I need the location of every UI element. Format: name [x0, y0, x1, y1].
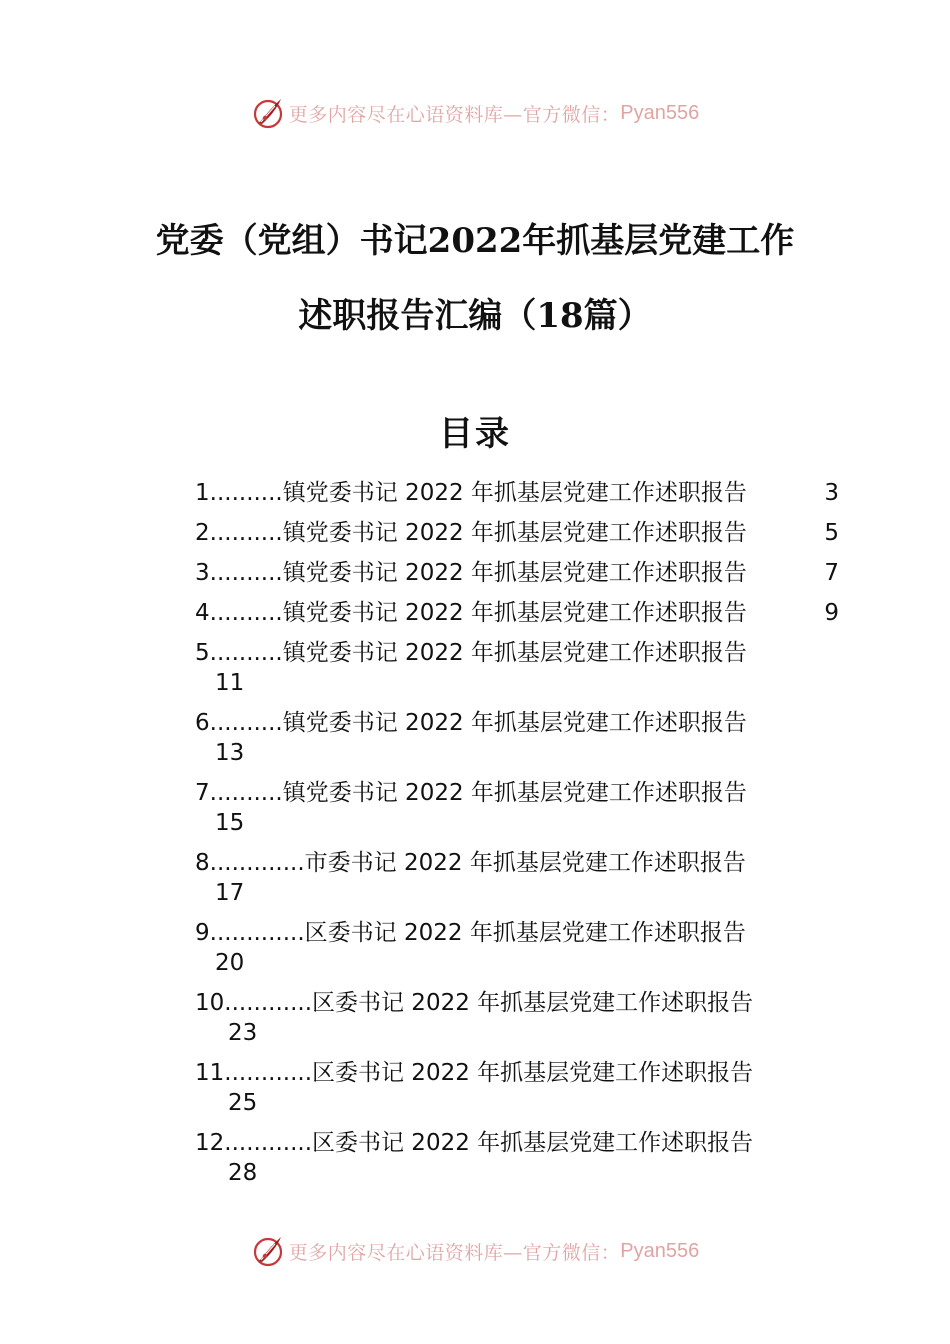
toc-entry[interactable]: [195, 598, 845, 638]
watermark-text: 更多内容尽在心语资料库—官方微信：: [288, 103, 621, 126]
toc-entry[interactable]: [195, 1058, 845, 1128]
watermark-wechat-id: Pyan556: [620, 101, 700, 124]
toc-entry-page: 25: [228, 1090, 258, 1116]
toc-entry[interactable]: [195, 778, 845, 848]
toc-entry[interactable]: [195, 988, 845, 1058]
toc-entry-label: 6..........镇党委书记 2022 年抓基层党建工作述职报告: [195, 710, 747, 736]
watermark-banner-top: [0, 93, 950, 133]
toc-entry-label: 12............区委书记 2022 年抓基层党建工作述职报告: [195, 1130, 754, 1156]
toc-entry-page: 11: [215, 670, 245, 696]
toc-entry[interactable]: [195, 558, 845, 598]
toc-entry[interactable]: [195, 478, 845, 518]
toc-entry-label: 7..........镇党委书记 2022 年抓基层党建工作述职报告: [195, 780, 747, 806]
toc-entry-page: 20: [215, 950, 245, 976]
toc-entry-label: 5..........镇党委书记 2022 年抓基层党建工作述职报告: [195, 640, 747, 666]
watermark-text: 更多内容尽在心语资料库—官方微信：: [288, 1241, 621, 1264]
toc-entry-label: 2..........镇党委书记 2022 年抓基层党建工作述职报告: [195, 520, 747, 546]
toc-entry-page: 15: [215, 810, 245, 836]
toc-entry[interactable]: [195, 638, 845, 708]
toc-entry[interactable]: [195, 918, 845, 988]
toc-entry-page: 23: [228, 1020, 258, 1046]
toc-entry[interactable]: [195, 1128, 845, 1198]
toc-entry-page: 7: [824, 560, 839, 586]
toc-entry-label: 4..........镇党委书记 2022 年抓基层党建工作述职报告: [195, 600, 747, 626]
toc-entry[interactable]: [195, 848, 845, 918]
toc-entry-page: 17: [215, 880, 245, 906]
toc-entry-label: 1..........镇党委书记 2022 年抓基层党建工作述职报告: [195, 480, 747, 506]
watermark-wechat-id: Pyan556: [620, 1239, 700, 1262]
toc-entry-label: 11............区委书记 2022 年抓基层党建工作述职报告: [195, 1060, 754, 1086]
toc-heading: 目录: [439, 414, 511, 454]
toc-entry-page: 3: [824, 480, 839, 506]
toc-entry-label: 8.............市委书记 2022 年抓基层党建工作述职报告: [195, 850, 746, 876]
toc-entry-page: 9: [824, 600, 839, 626]
toc-entry-label: 10............区委书记 2022 年抓基层党建工作述职报告: [195, 990, 754, 1016]
quill-logo-icon: [251, 1234, 285, 1268]
watermark-banner-bottom: [0, 1231, 950, 1271]
toc-entry[interactable]: [195, 518, 845, 558]
table-of-contents: [195, 478, 845, 1198]
toc-entry-label: 9.............区委书记 2022 年抓基层党建工作述职报告: [195, 920, 746, 946]
toc-entry-page: 28: [228, 1160, 258, 1186]
toc-entry-label: 3..........镇党委书记 2022 年抓基层党建工作述职报告: [195, 560, 747, 586]
toc-entry-page: 5: [824, 520, 839, 546]
document-title-line-2: 述职报告汇编（18篇）: [298, 296, 652, 336]
document-title-line-1: 党委（党组）书记2022年抓基层党建工作: [155, 221, 795, 261]
toc-entry-page: 13: [215, 740, 245, 766]
quill-logo-icon: [251, 96, 285, 130]
toc-entry[interactable]: [195, 708, 845, 778]
